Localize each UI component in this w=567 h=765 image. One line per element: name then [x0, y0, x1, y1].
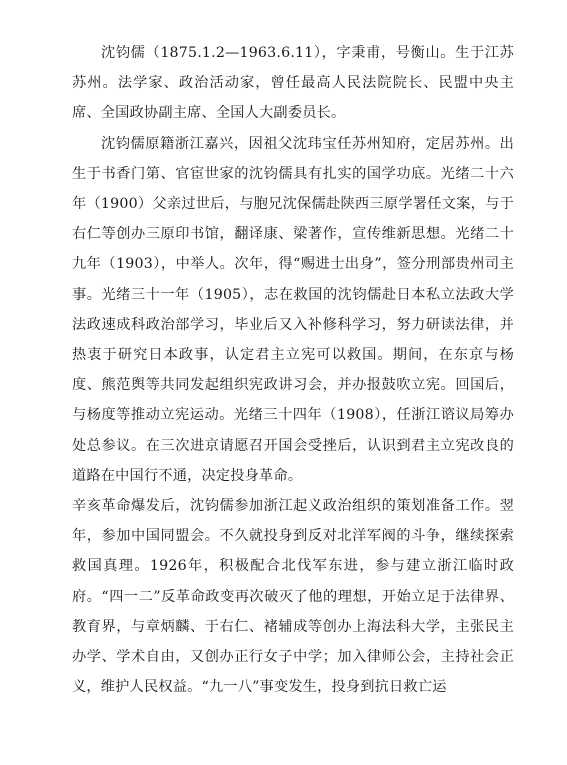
paragraph-intro: 沈钧儒（1875.1.2—1963.6.11），字秉甫，号衡山。生于江苏苏州。法学家、政治活动家，曾任最高人民法院院长、民盟中央主席、全国政协副主席、全国人大副委员长。 — [72, 45, 514, 122]
paragraph-revolution: 辛亥革命爆发后，沈钧儒参加浙江起义政治组织的策划准备工作。翌年，参加中国同盟会。不久就投身到反对北洋军阀的斗争，继续探索救国真理。1926年，积极配合北伐军东进，参与建立浙江临时政府。“四一二”反革命政变再次破灭了他的理想，开始立足于法律界、教育界，与章炳麟、于右仁、褚辅成等创办上海法科大学，主张民主办学、学术自由，又创办正行女子中学；加入律师公会，主持社会正义，维护人民权益。“九一八”事变发生，投身到抗日救亡运 — [72, 498, 514, 696]
document-body — [72, 38, 514, 702]
paragraph-early-life: 沈钧儒原籍浙江嘉兴，因祖父沈玮宝任苏州知府，定居苏州。出生于书香门第、官宦世家的沈钧儒具有扎实的国学功底。光绪二十六年（1900）父亲过世后，与胞兄沈保儒赴陕西三原学署任文案，与于右仁等创办三原印书馆，翻译康、梁著作，宣传维新思想。光绪二十九年（1903），中举人。次年，得“赐进士出身”，签分刑部贵州司主事。光绪三十一年（1905），志在救国的沈钧儒赴日本私立法政大学法政速成科政治部学习，毕业后又入补修科学习，努力研读法律，并热衷于研究日本政事，认定君主立宪可以救国。期间，在东京与杨度、熊范舆等共同发起组织宪政讲习会，并办报鼓吹立宪。回国后，与杨度等推动立宪运动。光绪三十四年（1908），任浙江谘议局筹办处总参议。在三次进京请愿召开国会受挫后，认识到君主立宪改良的道路在中国行不通，决定投身革命。 — [72, 135, 514, 484]
